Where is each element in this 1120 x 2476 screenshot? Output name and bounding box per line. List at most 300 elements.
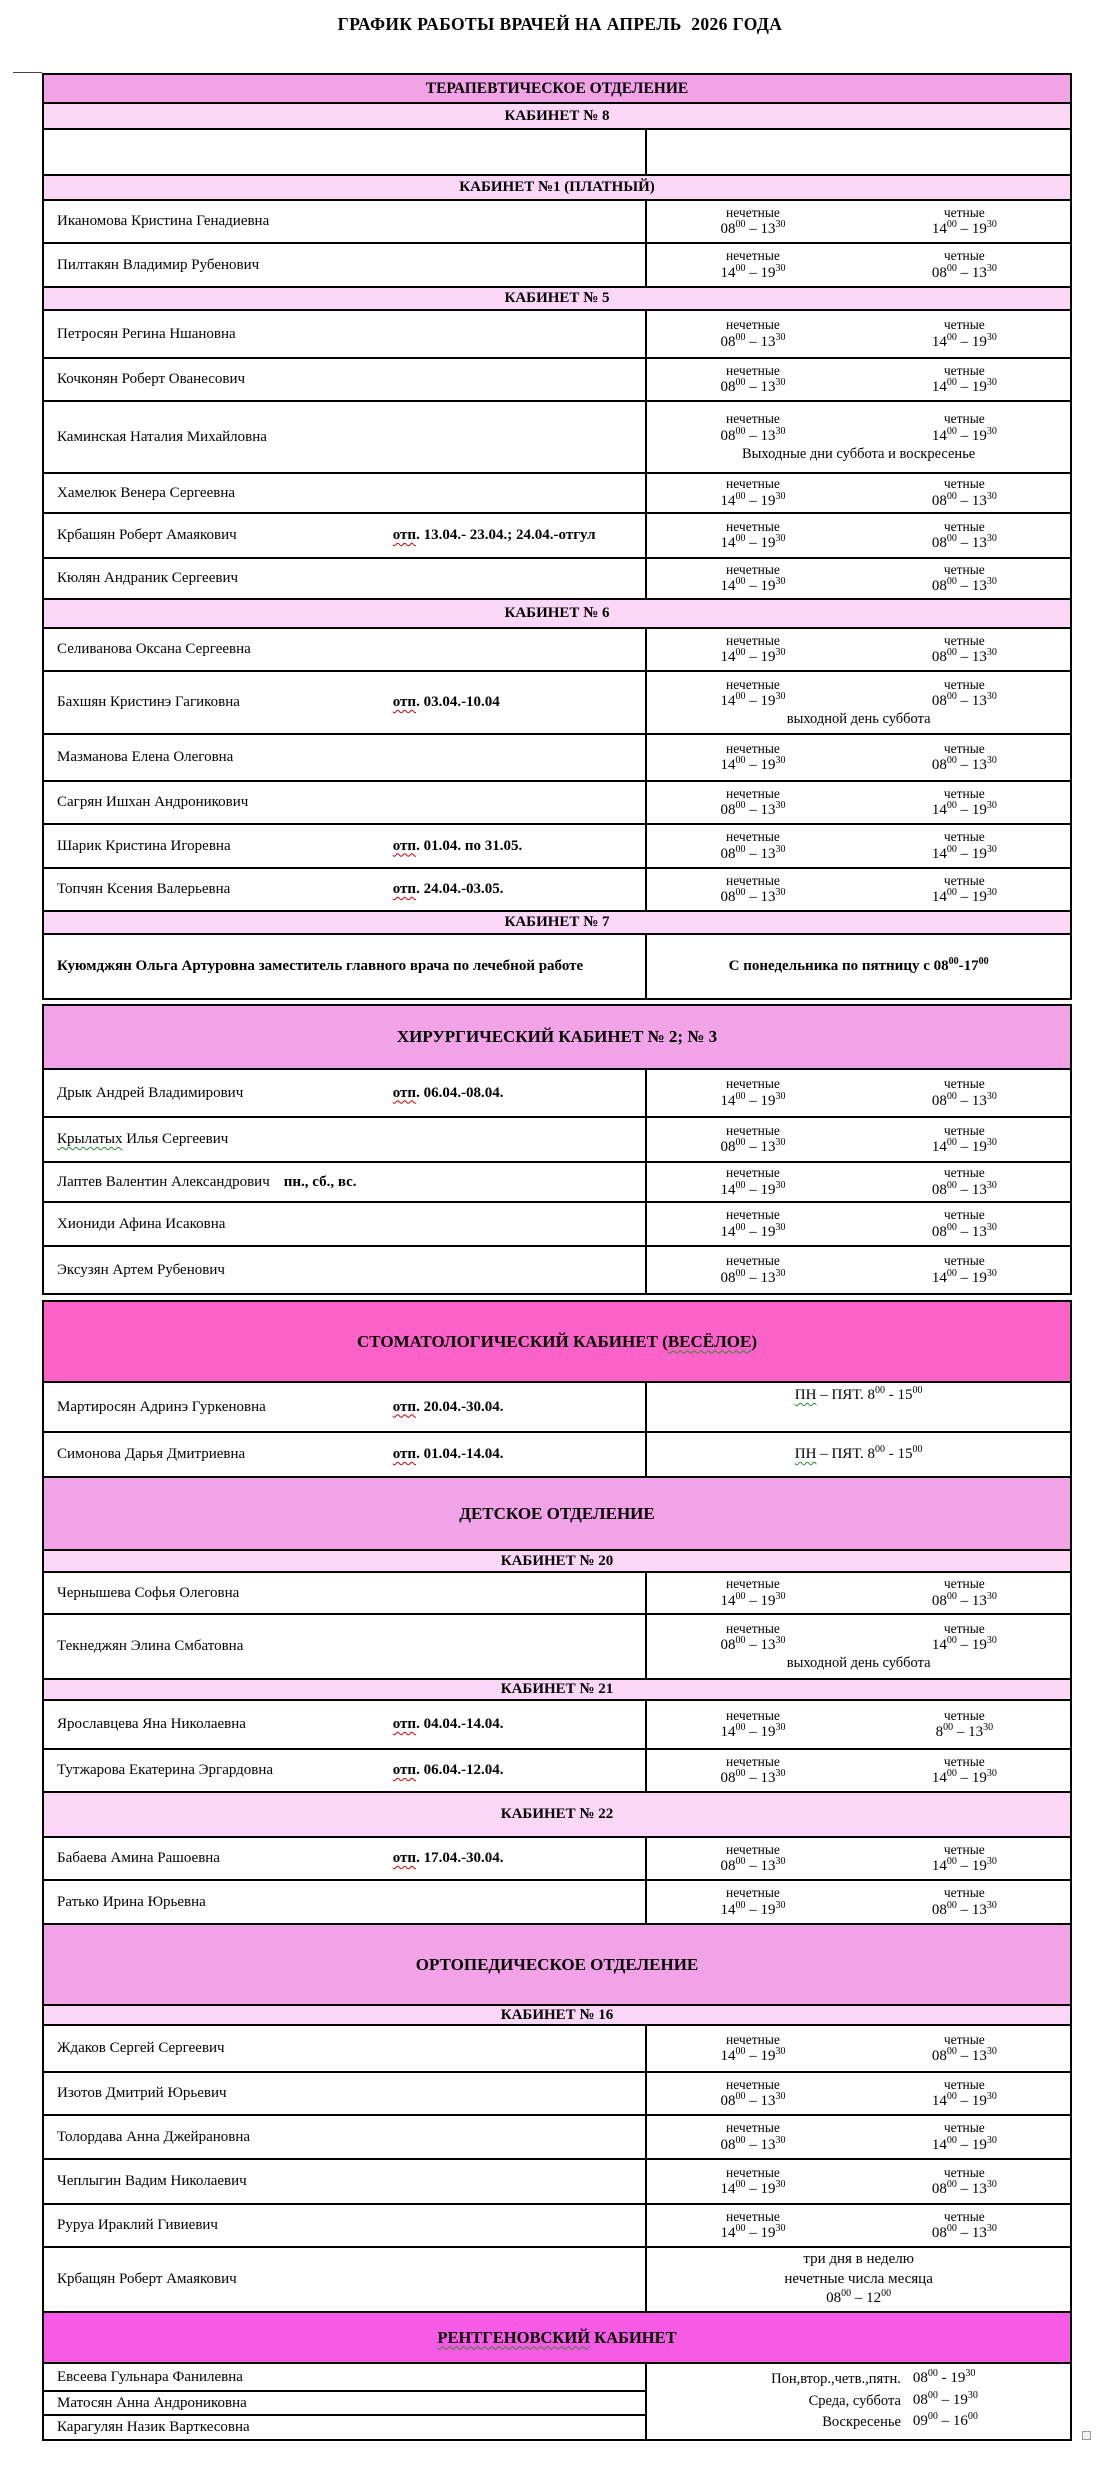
even-days-label: четные: [943, 561, 985, 577]
even-days-time: $8^{00} - 13^{30}$: [935, 1722, 994, 1741]
odd-days-time: $08^{00} - 13^{30}$: [720, 1635, 786, 1654]
even-days-label: четные: [943, 2076, 985, 2092]
even-days-column: [859, 1207, 1070, 1241]
even-days-label: четные: [943, 204, 985, 220]
even-days-time: $14^{00} - 19^{30}$: [931, 887, 997, 906]
schedule-cell: [647, 1070, 1070, 1116]
doctor-name-cell: [44, 672, 647, 733]
odd-days-time: $14^{00} - 19^{30}$: [720, 262, 786, 281]
section-header-label: КАБИНЕТ № 22: [500, 1806, 614, 1822]
even-days-label: четные: [943, 785, 985, 801]
cabinet-header: [44, 910, 1070, 933]
odd-even-schedule: [647, 677, 1070, 711]
odd-days-label: нечетные: [726, 1841, 780, 1857]
table-block: [42, 73, 1072, 1000]
odd-days-label: нечетные: [726, 248, 780, 264]
cabinet-header: [44, 1791, 1070, 1836]
odd-days-column: [647, 741, 858, 775]
schedule-cell: [647, 1433, 1070, 1476]
schedule-cell: [647, 2026, 1070, 2071]
spellcheck-squiggle: отп: [392, 1084, 417, 1101]
doctor-row: [44, 557, 1070, 598]
schedule-cell: [647, 559, 1070, 598]
even-days-label: четные: [943, 2120, 985, 2136]
odd-days-time: $08^{00} - 13^{30}$: [720, 425, 786, 444]
doctor-name: Евсеева Гульнара Фанилевна: [57, 2368, 243, 2385]
cabinet-header: [44, 1549, 1070, 1571]
even-days-time: $14^{00} - 19^{30}$: [931, 1768, 997, 1787]
page-title: ГРАФИК РАБОТЫ ВРАЧЕЙ НА АПРЕЛЬ 2026 ГОДА: [337, 14, 783, 34]
odd-days-label: нечетные: [726, 561, 780, 577]
schedule-cell: [647, 359, 1070, 400]
doctor-name: Кюлян Андраник Сергеевич: [57, 570, 239, 587]
xray-schedule-cell: [647, 2364, 1070, 2439]
even-days-time: $08^{00} - 13^{30}$: [931, 2223, 997, 2242]
spellcheck-squiggle: отп: [392, 1850, 417, 1866]
section-header-label: ОРТОПЕДИЧЕСКОЕ ОТДЕЛЕНИЕ: [415, 1954, 699, 1974]
even-days-column: [859, 786, 1070, 820]
odd-days-column: [647, 205, 858, 239]
doctor-row: [44, 1836, 1070, 1879]
doctor-name: Сагрян Ишхан Андроникович: [57, 794, 249, 811]
odd-days-label: нечетные: [726, 785, 780, 801]
section-header-label: КАБИНЕТ №1 (ПЛАТНЫЙ): [459, 179, 655, 195]
empty-row: [44, 128, 1070, 174]
odd-even-schedule: [647, 1576, 1070, 1610]
odd-days-label: нечетные: [726, 1165, 780, 1181]
spellcheck-squiggle: ПН: [794, 1387, 817, 1403]
section-header-label: КАБИНЕТ № 7: [504, 914, 610, 930]
odd-days-column: [647, 2032, 858, 2066]
doctor-row: [44, 2071, 1070, 2114]
even-days-column: [859, 1621, 1070, 1655]
empty-name-cell: [44, 130, 647, 174]
doctor-name-cell: [44, 2026, 647, 2071]
even-days-column: [859, 1842, 1070, 1876]
doctor-row: [44, 1245, 1070, 1293]
schedule-cell: [647, 1750, 1070, 1791]
schedule-line: ПН – ПЯТ. $8^{00} - 15^{00}$: [794, 1385, 923, 1403]
schedule-cell: [647, 2205, 1070, 2246]
odd-days-label: нечетные: [726, 676, 780, 692]
even-days-label: четные: [943, 1076, 985, 1092]
odd-days-label: нечетные: [726, 1576, 780, 1592]
odd-days-label: нечетные: [726, 2120, 780, 2136]
section-header: [44, 1302, 1070, 1381]
odd-days-column: [647, 1165, 858, 1199]
even-days-time: $08^{00} - 13^{30}$: [931, 2046, 997, 2065]
doctor-row: [44, 1068, 1070, 1116]
even-days-column: [859, 829, 1070, 863]
odd-days-label: нечетные: [726, 1885, 780, 1901]
odd-days-time: $08^{00} - 13^{30}$: [720, 331, 786, 350]
table-block: [42, 1004, 1072, 1295]
even-days-time: $14^{00} - 19^{30}$: [931, 2091, 997, 2110]
doctor-name: Куюмджян Ольга Артуровна заместитель главного врача по лечебной работе: [57, 958, 584, 975]
doctor-name: Мазманова Елена Олеговна: [57, 749, 234, 766]
doctor-row: [44, 1748, 1070, 1791]
odd-even-schedule: [647, 363, 1070, 397]
odd-days-time: $14^{00} - 19^{30}$: [720, 1221, 786, 1240]
schedule-time: $08^{00} - 19^{30}$: [912, 2389, 978, 2408]
odd-even-schedule: [647, 741, 1070, 775]
even-days-time: $08^{00} - 13^{30}$: [931, 2179, 997, 2198]
odd-days-column: [647, 677, 858, 711]
doctor-name-cell: [44, 1750, 647, 1791]
even-days-label: четные: [943, 411, 985, 427]
section-header-label: КАБИНЕТ № 6: [504, 605, 610, 621]
odd-days-time: $14^{00} - 19^{30}$: [720, 490, 786, 509]
odd-days-time: $08^{00} - 13^{30}$: [720, 377, 786, 396]
odd-days-column: [647, 1253, 858, 1287]
doctor-row: [44, 472, 1070, 512]
odd-days-time: $14^{00} - 19^{30}$: [720, 755, 786, 774]
schedule-cell: [647, 2073, 1070, 2114]
doctor-row: [44, 780, 1070, 823]
even-days-column: [859, 205, 1070, 239]
spellcheck-squiggle: отп: [392, 527, 417, 543]
doctor-name-cell: [44, 1070, 647, 1116]
doctor-name: Ярославцева Яна Николаевна: [57, 1716, 246, 1733]
schedule-cell: [647, 2116, 1070, 2158]
even-days-label: четные: [943, 2208, 985, 2224]
even-days-time: $14^{00} - 19^{30}$: [931, 2134, 997, 2153]
even-days-column: [859, 2032, 1070, 2066]
even-days-label: четные: [943, 632, 985, 648]
schedule-cell: [647, 311, 1070, 357]
schedule-line: нечетные числа месяца: [784, 2270, 933, 2287]
schedule-days: Воскресенье: [822, 2414, 901, 2431]
doctor-name-cell: [44, 629, 647, 670]
odd-days-label: нечетные: [726, 740, 780, 756]
section-header: [44, 1476, 1070, 1549]
odd-days-column: [647, 2209, 858, 2243]
doctor-row: [44, 670, 1070, 733]
doctor-name-cell: [44, 244, 647, 286]
even-days-label: четные: [943, 1165, 985, 1181]
even-days-column: [859, 562, 1070, 596]
doctor-name-cell: [44, 559, 647, 598]
schedule-cell: [647, 1615, 1070, 1678]
odd-days-time: $14^{00} - 19^{30}$: [720, 1590, 786, 1609]
doctor-row: [44, 512, 1070, 557]
schedule-cell: [647, 201, 1070, 242]
schedule-cell: [647, 1163, 1070, 1201]
cabinet-header: [44, 1678, 1070, 1699]
doctor-row: [44, 309, 1070, 357]
odd-days-column: [647, 873, 858, 907]
odd-days-time: $14^{00} - 19^{30}$: [720, 1179, 786, 1198]
schedule-line: С понедельника по пятницу с $08^{00}-17^{00}$: [728, 955, 989, 974]
section-header-label: ДЕТСКОЕ ОТДЕЛЕНИЕ: [459, 1503, 655, 1523]
even-days-time: $14^{00} - 19^{30}$: [931, 800, 997, 819]
odd-days-label: нечетные: [726, 1620, 780, 1636]
even-days-label: четные: [943, 1122, 985, 1138]
odd-days-label: нечетные: [726, 317, 780, 333]
even-days-time: $14^{00} - 19^{30}$: [931, 1635, 997, 1654]
doctor-name: Ратько Ирина Юрьевна: [57, 1893, 206, 1910]
odd-days-label: нечетные: [726, 2031, 780, 2047]
odd-even-schedule: [647, 562, 1070, 596]
odd-days-column: [647, 1207, 858, 1241]
even-days-time: $08^{00} - 13^{30}$: [931, 755, 997, 774]
odd-days-label: нечетные: [726, 362, 780, 378]
odd-even-schedule: [647, 1253, 1070, 1287]
doctor-row: [44, 1613, 1070, 1678]
odd-days-column: [647, 2165, 858, 2199]
section-header-label: СТОМАТОЛОГИЧЕСКИЙ КАБИНЕТ (ВЕСЁЛОЕ): [356, 1331, 758, 1351]
doctor-name-cell: [44, 311, 647, 357]
doctor-name: Руруа Ираклий Гивиевич: [57, 2217, 218, 2234]
doctor-row: [44, 2246, 1070, 2311]
even-days-time: $08^{00} - 13^{30}$: [931, 647, 997, 666]
schedule-cell: [647, 402, 1070, 472]
odd-days-label: нечетные: [726, 476, 780, 492]
odd-days-label: нечетные: [726, 2208, 780, 2224]
doctor-name: Матосян Анна Андрониковна: [44, 2390, 645, 2414]
doctor-name: Петросян Регина Ншановна: [57, 325, 236, 342]
xray-schedule-line: [647, 2369, 1070, 2391]
schedule-line: $08^{00} - 12^{00}$: [826, 2288, 892, 2307]
even-days-column: [859, 2077, 1070, 2111]
doctor-name: Карагулян Назик Варткесовна: [44, 2414, 645, 2439]
schedule-cell: [647, 1881, 1070, 1923]
vacation-note: отп. 06.04.-12.04.: [392, 1762, 504, 1778]
xray-schedule-line: [647, 2391, 1070, 2413]
odd-even-schedule: [647, 1123, 1070, 1157]
odd-days-column: [647, 829, 858, 863]
spellcheck-squiggle: отп: [392, 694, 417, 710]
section-header-label: КАБИНЕТ № 21: [500, 1681, 614, 1697]
days-off-note: Выходные дни суббота и воскресенье: [742, 445, 976, 462]
odd-even-schedule: [647, 2120, 1070, 2154]
odd-days-column: [647, 562, 858, 596]
odd-days-column: [647, 1885, 858, 1919]
doctor-name-cell: [44, 2205, 647, 2246]
doctor-row: [44, 2024, 1070, 2071]
odd-even-schedule: [647, 2077, 1070, 2111]
doctor-row: [44, 1879, 1070, 1923]
doctor-row: [44, 2203, 1070, 2246]
odd-days-column: [647, 1076, 858, 1110]
odd-days-column: [647, 1842, 858, 1876]
odd-even-schedule: [647, 1708, 1070, 1742]
odd-days-time: $08^{00} - 13^{30}$: [720, 1768, 786, 1787]
cabinet-header: [44, 174, 1070, 199]
schedule-cell: [647, 825, 1070, 867]
odd-even-schedule: [647, 873, 1070, 907]
schedule-cell: [647, 2160, 1070, 2203]
doctor-name: Бабаева Амина Рашоевна: [57, 1850, 220, 1867]
even-days-time: $14^{00} - 19^{30}$: [931, 331, 997, 350]
doctor-row: [44, 867, 1070, 910]
schedule-days: Среда, суббота: [808, 2392, 901, 2409]
even-days-label: четные: [943, 1576, 985, 1592]
doctor-name: Каминская Наталия Михайловна: [57, 428, 267, 445]
doctor-name: Изотов Дмитрий Юрьевич: [57, 2085, 227, 2102]
odd-even-schedule: [647, 1621, 1070, 1655]
doctor-name: Симонова Дарья Дмитриевна: [57, 1446, 246, 1463]
doctor-name-cell: [44, 402, 647, 472]
odd-even-schedule: [647, 786, 1070, 820]
doctor-name-cell: [44, 1615, 647, 1678]
even-days-label: четные: [943, 1207, 985, 1223]
section-header-label: ТЕРАПЕВТИЧЕСКОЕ ОТДЕЛЕНИЕ: [425, 79, 689, 97]
table-block: [42, 1300, 1072, 2441]
doctor-row: [44, 199, 1070, 242]
doctor-name-cell: [44, 1701, 647, 1748]
schedule-time: $09^{00} - 16^{00}$: [912, 2411, 978, 2430]
doctor-name-cell: [44, 201, 647, 242]
doctor-name: Хиониди Афина Исаковна: [57, 1215, 226, 1232]
odd-days-time: $08^{00} - 13^{30}$: [720, 843, 786, 862]
schedule-time: $08^{00} - 19^{30}$: [912, 2367, 976, 2386]
doctor-name-cell: [44, 359, 647, 400]
odd-days-column: [647, 248, 858, 282]
spellcheck-squiggle: отп: [392, 837, 417, 854]
odd-days-label: нечетные: [726, 1707, 780, 1723]
even-days-time: $08^{00} - 13^{30}$: [931, 1179, 997, 1198]
odd-days-label: нечетные: [726, 1753, 780, 1769]
doctor-name-cell: [44, 2116, 647, 2158]
even-days-column: [859, 1076, 1070, 1110]
doctor-row: [44, 2114, 1070, 2158]
vacation-note: отп. 03.04.-10.04: [392, 694, 500, 710]
even-days-column: [859, 317, 1070, 351]
spellcheck-squiggle: РЕНТГЕНОВСКИЙ: [437, 2327, 591, 2347]
even-days-column: [859, 1708, 1070, 1742]
doctor-name: Кочконян Роберт Ованесович: [57, 371, 246, 388]
odd-days-time: $14^{00} - 19^{30}$: [720, 1090, 786, 1109]
doctor-name: Эксузян Артем Рубенович: [57, 1261, 225, 1278]
odd-days-column: [647, 363, 858, 397]
odd-days-time: $14^{00} - 19^{30}$: [720, 647, 786, 666]
schedule-cell: [647, 672, 1070, 733]
even-days-time: $14^{00} - 19^{30}$: [931, 1267, 997, 1286]
doctor-name: Ждаков Сергей Сергеевич: [57, 2040, 225, 2057]
odd-days-column: [647, 2120, 858, 2154]
even-days-column: [859, 363, 1070, 397]
even-days-time: $14^{00} - 19^{30}$: [931, 219, 997, 238]
schedule-cell: [647, 935, 1070, 998]
even-days-column: [859, 1885, 1070, 1919]
even-days-time: $14^{00} - 19^{30}$: [931, 1137, 997, 1156]
odd-even-schedule: [647, 476, 1070, 510]
odd-even-schedule: [647, 1207, 1070, 1241]
odd-days-column: [647, 1621, 858, 1655]
doctor-row: [44, 823, 1070, 867]
odd-days-label: нечетные: [726, 518, 780, 534]
even-days-time: $14^{00} - 19^{30}$: [931, 377, 997, 396]
schedule-cell: [647, 1573, 1070, 1613]
doctor-name: Шарик Кристина Игоревна: [57, 837, 231, 854]
doctor-name: Крбашян Роберт Амаякович: [57, 527, 237, 544]
doctor-name: Чеплыгин Вадим Николаевич: [57, 2173, 247, 2190]
cabinet-header: [44, 2004, 1070, 2024]
schedule-cell: [647, 514, 1070, 557]
schedule-cell: [647, 1383, 1070, 1431]
schedule-cell: [647, 1701, 1070, 1748]
odd-even-schedule: [647, 519, 1070, 553]
spellcheck-squiggle: отп: [392, 881, 417, 897]
even-days-label: четные: [943, 740, 985, 756]
section-header-label: КАБИНЕТ № 8: [504, 107, 610, 124]
schedule-cell: [647, 629, 1070, 670]
schedule-cell: [647, 1203, 1070, 1245]
doctor-name-cell: [44, 1118, 647, 1161]
section-header-label: КАБИНЕТ № 16: [500, 2006, 614, 2023]
doctor-row: [44, 1431, 1070, 1476]
even-days-time: $14^{00} - 19^{30}$: [931, 1856, 997, 1875]
section-header: [44, 2311, 1070, 2362]
doctor-name-cell: [44, 474, 647, 512]
odd-even-schedule: [647, 1842, 1070, 1876]
section-header: [44, 1006, 1070, 1068]
odd-days-time: $14^{00} - 19^{30}$: [720, 691, 786, 710]
even-days-label: четные: [943, 1253, 985, 1269]
odd-even-schedule: [647, 1165, 1070, 1199]
even-days-label: четные: [943, 1753, 985, 1769]
odd-days-time: $14^{00} - 19^{30}$: [720, 2223, 786, 2242]
odd-even-schedule: [647, 317, 1070, 351]
even-days-column: [859, 633, 1070, 667]
odd-even-schedule: [647, 248, 1070, 282]
odd-days-time: $08^{00} - 13^{30}$: [720, 800, 786, 819]
odd-days-time: $08^{00} - 13^{30}$: [720, 2091, 786, 2110]
section-header: [44, 1923, 1070, 2004]
odd-even-schedule: [647, 2209, 1070, 2243]
doctor-name: Хамелюк Венера Сергеевна: [57, 484, 236, 501]
even-days-column: [859, 1165, 1070, 1199]
odd-days-column: [647, 2077, 858, 2111]
doctor-name-cell: [44, 2248, 647, 2311]
doctor-row: [44, 400, 1070, 472]
vacation-note: отп. 13.04.- 23.04.; 24.04.-отгул: [392, 527, 596, 543]
odd-days-label: нечетные: [726, 411, 780, 427]
spellcheck-squiggle: отп: [392, 1446, 417, 1462]
schedule-cell: [647, 782, 1070, 823]
doctor-row: [44, 627, 1070, 670]
even-days-label: четные: [943, 1885, 985, 1901]
even-days-column: [859, 519, 1070, 553]
odd-even-schedule: [647, 205, 1070, 239]
vacation-note: отп. 01.04.-14.04.: [392, 1446, 504, 1462]
even-days-label: четные: [943, 872, 985, 888]
odd-days-time: $08^{00} - 13^{30}$: [720, 219, 786, 238]
doctor-row: [44, 733, 1070, 780]
even-days-column: [859, 248, 1070, 282]
even-days-label: четные: [943, 362, 985, 378]
schedule-cell: [647, 735, 1070, 780]
doctor-row: [44, 2158, 1070, 2203]
doctor-name: Толордава Анна Джейрановна: [57, 2128, 251, 2145]
odd-days-column: [647, 1123, 858, 1157]
schedule-line: три дня в неделю: [803, 2251, 914, 2268]
doctor-row: [44, 1116, 1070, 1161]
doctor-name: Лаптев Валентин Александрович: [57, 1173, 270, 1190]
schedule-cell: [647, 2248, 1070, 2311]
odd-even-schedule: [647, 1076, 1070, 1110]
odd-days-label: нечетные: [726, 829, 780, 845]
doctor-row: [44, 1699, 1070, 1748]
even-days-label: четные: [943, 317, 985, 333]
doctor-name: Дрык Андрей Владимирович: [57, 1084, 244, 1101]
even-days-time: $08^{00} - 13^{30}$: [931, 490, 997, 509]
odd-even-schedule: [647, 411, 1070, 445]
odd-days-column: [647, 519, 858, 553]
doctor-name-cell: [44, 1433, 647, 1476]
odd-even-schedule: [647, 2032, 1070, 2066]
